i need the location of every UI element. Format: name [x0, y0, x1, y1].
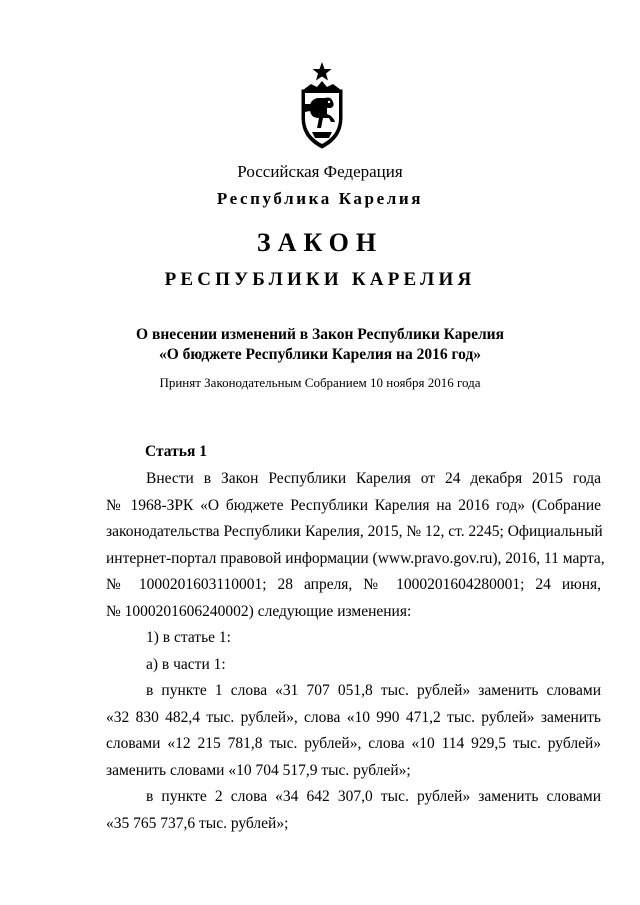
coat-of-arms-emblem — [295, 60, 349, 150]
body-line: «35 765 737,6 тыс. рублей»; — [106, 814, 289, 832]
document-type: ЗАКОН — [256, 228, 384, 257]
article-body — [106, 466, 605, 837]
republic-name: Республика Карелия — [216, 189, 424, 208]
star-icon — [313, 62, 332, 81]
body-line: в пункте 1 слова «31 707 051,8 тыс. рублей» заменить словами — [146, 682, 601, 699]
body-line: словами «12 215 781,8 тыс. рублей», слова «10 114 929,5 тыс. рублей» — [106, 735, 601, 752]
body-line: а) в части 1: — [146, 655, 226, 673]
adoption-note: Принят Законодательным Собранием 10 ноября 2016 года — [159, 375, 481, 390]
body-line: 1) в статье 1: — [146, 629, 231, 646]
article-heading: Статья 1 — [145, 443, 207, 460]
body-line: законодательства Республики Карелия, 2015, № 12, ст. 2245; Официальный — [106, 523, 603, 540]
body-line: интернет-портал правовой информации (www.pravo.gov.ru), 2016, 11 марта, — [106, 549, 605, 567]
body-line: заменить словами «10 704 517,9 тыс. рублей»; — [106, 761, 411, 779]
body-line: в пункте 2 слова «34 642 307,0 тыс. рублей» заменить словами — [146, 788, 601, 805]
body-line: № 1968-ЗРК «О бюджете Республики Карелия на 2016 год» (Собрание — [106, 496, 601, 514]
document-type-subtitle: РЕСПУБЛИКИ КАРЕЛИЯ — [164, 269, 476, 290]
law-title-line-1: О внесении изменений в Закон Республики Карелия — [136, 326, 504, 343]
country-name: Российская Федерация — [237, 162, 403, 181]
body-line: «32 830 482,4 тыс. рублей», слова «10 990 471,2 тыс. рублей» заменить — [106, 708, 601, 726]
body-line: Внести в Закон Республики Карелия от 24 декабря 2015 года — [146, 470, 601, 487]
body-line: № 1000201606240002) следующие изменения: — [106, 602, 412, 620]
law-title-line-2: «О бюджете Республики Карелия на 2016 год» — [158, 346, 482, 363]
body-line: № 1000201603110001; 28 апреля, № 1000201604280001; 24 июня, — [106, 576, 601, 593]
